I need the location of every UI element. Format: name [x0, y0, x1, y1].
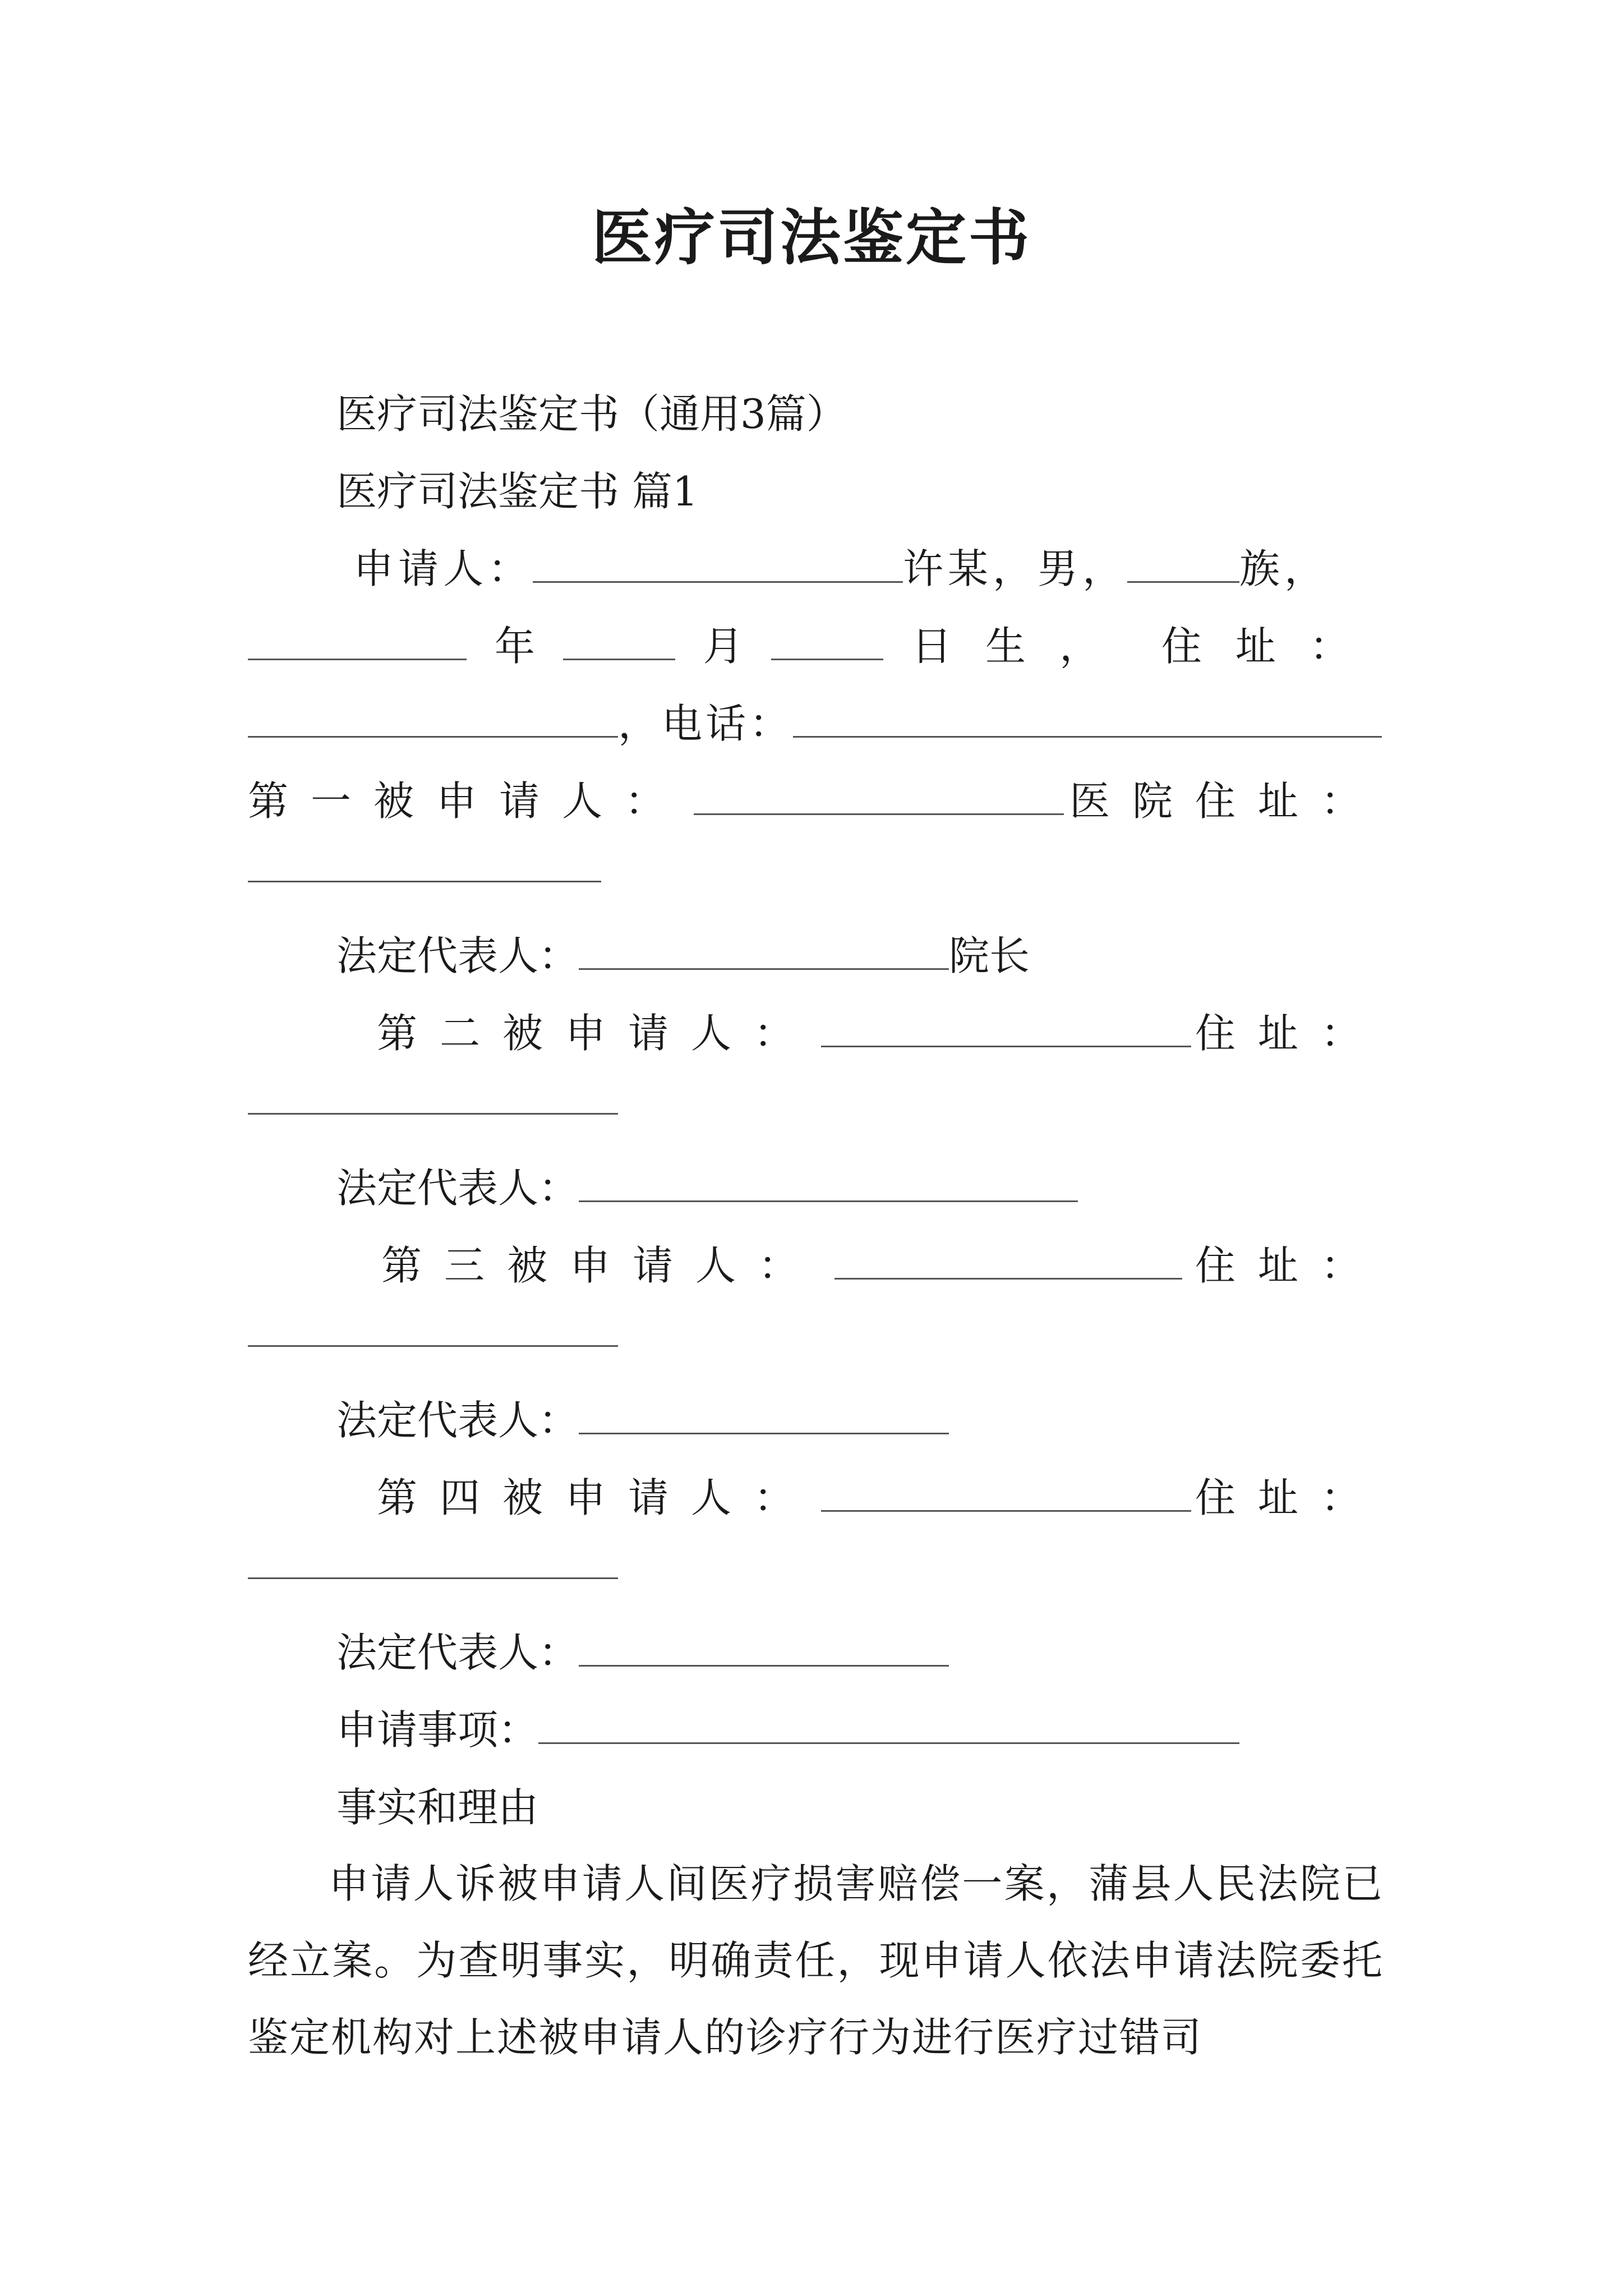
- respondent1-blank: [694, 777, 1064, 815]
- respondent3-label: 第三被申请人：: [381, 1242, 822, 1289]
- respondent1-address-line: [248, 841, 601, 895]
- request-line: [336, 1703, 1239, 1757]
- facts-heading: 事实和理由: [336, 1784, 539, 1831]
- ethnicity-blank: [1127, 545, 1239, 583]
- month-label: 月: [703, 623, 744, 670]
- respondent2-rep-blank: [579, 1165, 1078, 1202]
- phone-label: ，电话：: [618, 700, 794, 747]
- respondent4-address-blank: [248, 1542, 618, 1579]
- applicant-name: 许某，男，: [903, 545, 1128, 592]
- applicant-blank: [533, 545, 903, 583]
- birth-day-blank: [771, 623, 883, 660]
- document-subtitle: 医疗司法鉴定书（通用3篇）: [336, 390, 847, 438]
- respondent3-blank: [834, 1242, 1182, 1280]
- applicant-label: 申请人：: [353, 545, 533, 592]
- respondent2-address-blank: [248, 1077, 618, 1115]
- request-blank: [538, 1706, 1239, 1744]
- respondent3-address-line: [248, 1306, 618, 1360]
- birth-month-blank: [563, 623, 675, 660]
- respondent4-address-label: 住址：: [1195, 1474, 1384, 1521]
- phone-blank: [793, 700, 1382, 738]
- day-born-label: 日生，: [911, 623, 1134, 670]
- request-label: 申请事项：: [336, 1706, 539, 1754]
- respondent1-rep-label: 法定代表人：: [336, 932, 579, 979]
- respondent3-rep-line: [336, 1393, 949, 1447]
- respondent3-rep-label: 法定代表人：: [336, 1397, 579, 1444]
- respondent2-blank: [821, 1010, 1191, 1047]
- birth-year-blank: [248, 623, 467, 660]
- respondent2-rep-line: [336, 1161, 1078, 1215]
- respondent1-rep-suffix: 院长: [949, 932, 1030, 979]
- respondent2-line: [377, 1006, 1384, 1060]
- respondent3-rep-blank: [579, 1397, 949, 1434]
- respondent4-label: 第四被申请人：: [377, 1474, 817, 1521]
- respondent4-rep-label: 法定代表人：: [336, 1629, 579, 1676]
- respondent1-label: 第一被申请人：: [248, 777, 688, 825]
- respondent3-line: [381, 1239, 1384, 1292]
- respondent2-label: 第二被申请人：: [377, 1010, 817, 1057]
- respondent4-rep-blank: [579, 1629, 949, 1667]
- address-blank: [248, 700, 618, 738]
- respondent3-address-label: 住址：: [1195, 1242, 1384, 1289]
- ethnicity-label: 族，: [1239, 545, 1330, 592]
- respondent1-rep-blank: [579, 932, 949, 970]
- respondent4-blank: [821, 1474, 1191, 1512]
- birth-date-line: [248, 619, 1384, 673]
- facts-body: 申请人诉被申请人间医疗损害赔偿一案，蒲县人民法院已经立案。为查明事实，明确责任，现申请人依法申请法院委托鉴定机构对上述被申请人的诊疗行为进行医疗过错司: [248, 1860, 1384, 2061]
- year-label: 年: [494, 623, 535, 670]
- respondent4-address-line: [248, 1538, 618, 1592]
- respondent1-address-label: 医院住址：: [1069, 777, 1384, 825]
- respondent3-address-blank: [248, 1309, 618, 1347]
- respondent1-address-blank: [248, 845, 601, 882]
- section-heading: 医疗司法鉴定书 篇1: [336, 468, 698, 515]
- respondent4-line: [377, 1471, 1384, 1525]
- address-phone-line: [248, 697, 1382, 751]
- respondent2-address-label: 住址：: [1195, 1010, 1384, 1057]
- respondent4-rep-line: [336, 1626, 949, 1680]
- respondent1-rep-line: [336, 929, 1030, 983]
- document-title: 医疗司法鉴定书: [591, 203, 1031, 273]
- respondent1-line: [248, 774, 1384, 828]
- respondent2-rep-label: 法定代表人：: [336, 1165, 579, 1212]
- respondent2-address-line: [248, 1074, 618, 1128]
- applicant-line: [353, 542, 1329, 596]
- address-label: 住址：: [1161, 623, 1384, 670]
